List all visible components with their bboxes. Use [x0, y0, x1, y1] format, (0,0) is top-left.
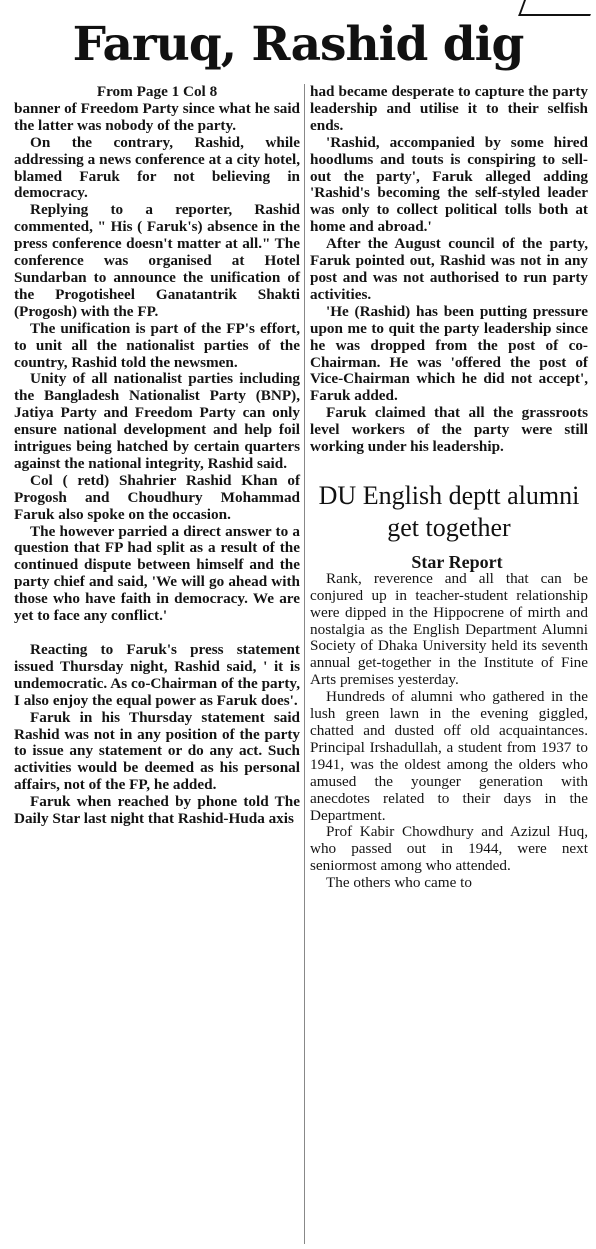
- article-paragraph: 'Rashid, accompanied by some hired hoodlums and touts is conspiring to sell-out the party', Faruk alleged adding 'Rashid's becoming the self-styled leader was only to collect political tolls both at home and abroad.': [310, 133, 588, 236]
- story2-byline: Star Report: [411, 551, 503, 572]
- article-paragraph: Replying to a reporter, Rashid commented, " His ( Faruk's) absence in the press conference doesn't matter at all." The conference was organised at Hotel Sundarban to announce the unification of the Progotisheel Ganatantrik Shakti (Progosh) with the FP.: [14, 201, 300, 320]
- jump-line: From Page 1 Col 8: [96, 83, 218, 100]
- left-column: [14, 84, 300, 828]
- story2-body: [310, 571, 588, 892]
- article-paragraph: Col ( retd) Shahrier Rashid Khan of Progosh and Choudhury Mohammad Faruk also spoke on the occasion.: [14, 471, 300, 523]
- article-paragraph: The however parried a direct answer to a question that FP had split as a result of the continued dispute between himself and the party chief and said, 'We will go ahead with those who have faith in democracy. We are yet to face any conflict.': [14, 522, 300, 625]
- article-paragraph: After the August council of the party, Faruk pointed out, Rashid was not in any post and was not authorised to run party activities.: [310, 235, 588, 303]
- headline: Faruq, Rashid dig: [72, 17, 524, 72]
- article-paragraph: banner of Freedom Party since what he said the latter was nobody of the party.: [14, 99, 300, 134]
- article-paragraph: The others who came to: [326, 874, 472, 892]
- right-column: [310, 84, 588, 892]
- article-paragraph: Faruk in his Thursday statement said Rashid was not in any position of the party to issue any statement or do any act. Such activities would be deemed as his personal affairs, not of the FP, he added.: [14, 708, 300, 794]
- article-paragraph: Reacting to Faruk's press statement issued Thursday night, Rashid said, ' it is undemocratic. As co-Chairman of the party, I also enjoy the equal power as Faruk does'.: [14, 641, 300, 709]
- article-paragraph: Hundreds of alumni who gathered in the lush green lawn in the evening giggled, chatted and dusted off old acquaintances. Principal Irshadullah, a student from 1937 to 1941, was the oldest among the olders who amused the younger generation with anecdotes related to their days in the Department.: [310, 688, 588, 824]
- article-paragraph: Faruk claimed that all the grassroots level workers of the party were still working under his leadership.: [310, 404, 588, 456]
- article-paragraph: 'He (Rashid) has been putting pressure upon me to quit the party leadership since he was dropped from the post of co-Chairman. He was 'offered the post of Vice-Chairman which he did not accept', Faruk added.: [310, 302, 588, 405]
- article-paragraph: The unification is part of the FP's effort, to unit all the nationalist parties of the country, Rashid told the newsmen.: [14, 319, 300, 371]
- article-paragraph: Rank, reverence and all that can be conjured up in teacher-student relationship were dipped in the Hippocrene of mirth and nostalgia as the English Department Alumni Society of Dhaka University held its seventh annual get-together in the Institute of Fine Arts premises yesterday.: [310, 569, 588, 689]
- article-paragraph: Faruk when reached by phone told The Daily Star last night that Rashid-Huda axis: [14, 793, 300, 828]
- article-paragraph: Prof Kabir Chowdhury and Azizul Huq, who passed out in 1944, were next seniormost among who attended.: [310, 823, 588, 875]
- article-paragraph: On the contrary, Rashid, while addressing a news conference at a city hotel, blamed Faruk for not believing in democracy.: [14, 133, 300, 202]
- article-paragraph: had became desperate to capture the party leadership and utilise it to their selfish ends.: [310, 83, 588, 134]
- article-paragraph: Unity of all nationalist parties including the Bangladesh Nationalist Party (BNP), Jatiya Party and Freedom Party can only ensure national development and help foil intrigues being hatched by certain quarters against the national integrity, Rashid said.: [14, 370, 300, 472]
- column-rule: [304, 84, 305, 1244]
- story2-headline: DU English deptt alumni get together: [318, 480, 580, 542]
